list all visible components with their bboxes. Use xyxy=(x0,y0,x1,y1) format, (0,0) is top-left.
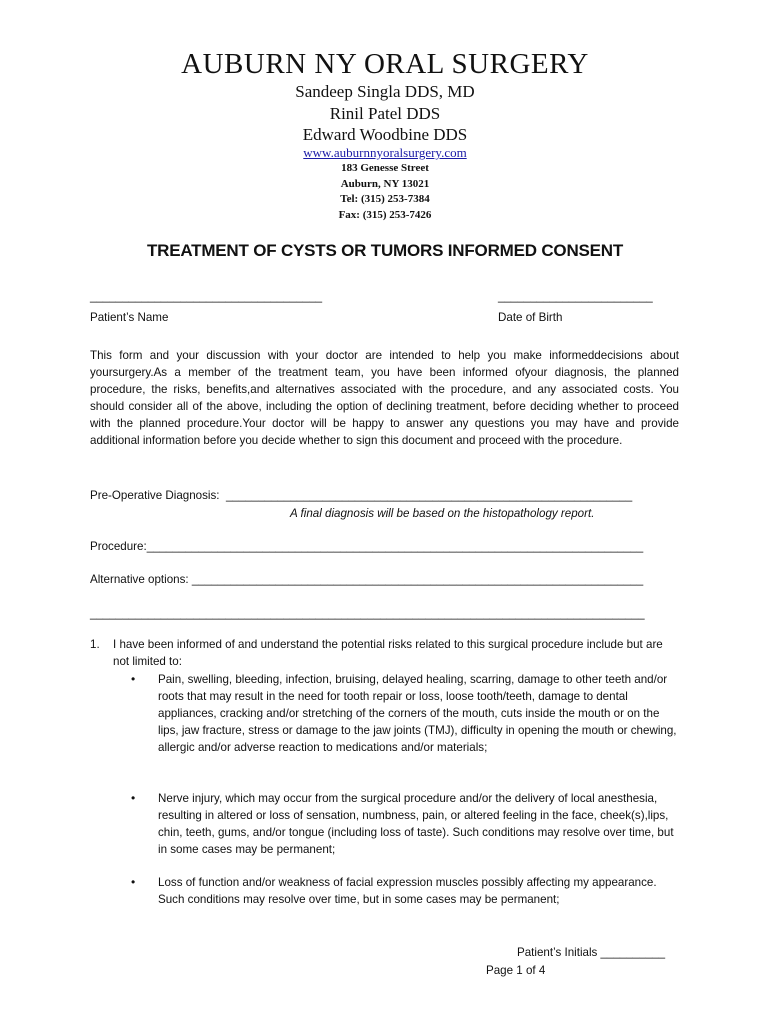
risk-bullet: Loss of function and/or weakness of facial expression muscles possibly affecting my appearance. Such conditions may resolve over time, but in some cases may be permanent; xyxy=(158,876,657,906)
page-number: Page 1 of 4 xyxy=(486,964,546,977)
doctor-name: Sandeep Singla DDS, MD xyxy=(295,82,475,101)
alternative-options-field[interactable]: Alternative options: ______________________________________________________________________ xyxy=(90,573,644,586)
risk-bullet: Pain, swelling, bleeding, infection, bruising, delayed healing, scarring, damage to other teeth and/or roots that may result in the need for tooth repair or loss, loose tooth/teeth, damage to dental appliances, cracking and/or stretching of the corners of the mouth, cuts inside the mouth or on the lips, jaw fracture, stress or damage to the jaw joints (TMJ), difficulty in opening the mouth or chewing, allergic and/or adverse reaction to medications and/or materials; xyxy=(158,673,677,754)
bullet-icon: • xyxy=(131,791,136,805)
doctor-name: Edward Woodbine DDS xyxy=(302,125,468,144)
doctor-name: Rinil Patel DDS xyxy=(329,104,441,123)
address-street: 183 Genesse Street xyxy=(341,162,429,174)
practice-title: AUBURN NY ORAL SURGERY xyxy=(181,48,589,80)
patient-name-field[interactable]: ____________________________________ xyxy=(90,290,323,303)
bullet-icon: • xyxy=(131,672,136,686)
item-number: 1. xyxy=(90,638,100,651)
address-phone: Tel: (315) 253-7384 xyxy=(340,193,430,205)
patient-name-label: Patient’s Name xyxy=(90,311,169,324)
address-fax: Fax: (315) 253-7426 xyxy=(338,209,432,221)
patient-initials-field[interactable]: Patient’s Initials __________ xyxy=(517,946,666,959)
date-of-birth-field[interactable]: ________________________ xyxy=(498,290,653,303)
intro-paragraph: This form and your discussion with your doctor are intended to help you make informeddecisions about yoursurgery.As a member of the treatment team, you have been informed ofyour diagnosis, the planned procedure, the risks, benefits,and alternatives associated with the procedure, and any associated costs. You should consider all of the above, including the option of declining treatment, before deciding whether to proceed with the planned procedure.Your doctor will be happy to answer any questions you may have and provide additional information before you decide whether to sign this document and proceed with the procedure. xyxy=(90,349,679,447)
additional-line-field[interactable]: ______________________________________________________________________________________ xyxy=(90,607,645,620)
pre-operative-diagnosis-field[interactable]: Pre-Operative Diagnosis: _______________________________________________________________ xyxy=(90,489,633,502)
risk-item-text: I have been informed of and understand the potential risks related to this surgical procedure include but are not limited to: xyxy=(113,638,663,668)
diagnosis-note: A final diagnosis will be based on the histopathology report. xyxy=(290,507,595,520)
date-of-birth-label: Date of Birth xyxy=(498,311,563,324)
address-city: Auburn, NY 13021 xyxy=(340,178,430,190)
website-link[interactable]: www.auburnnyoralsurgery.com xyxy=(303,145,467,160)
form-title: TREATMENT OF CYSTS OR TUMORS INFORMED CONSENT xyxy=(146,241,624,260)
procedure-field[interactable]: Procedure:_____________________________________________________________________________ xyxy=(90,540,644,553)
bullet-icon: • xyxy=(131,875,136,889)
risk-bullet: Nerve injury, which may occur from the surgical procedure and/or the delivery of local anesthesia, resulting in altered or loss of sensation, numbness, pain, or altered feeling in the face, cheek(s),lips, chin, teeth, gums, and/or tongue (including loss of taste). Such conditions may resolve over time, but in some cases may be permanent; xyxy=(158,792,674,856)
